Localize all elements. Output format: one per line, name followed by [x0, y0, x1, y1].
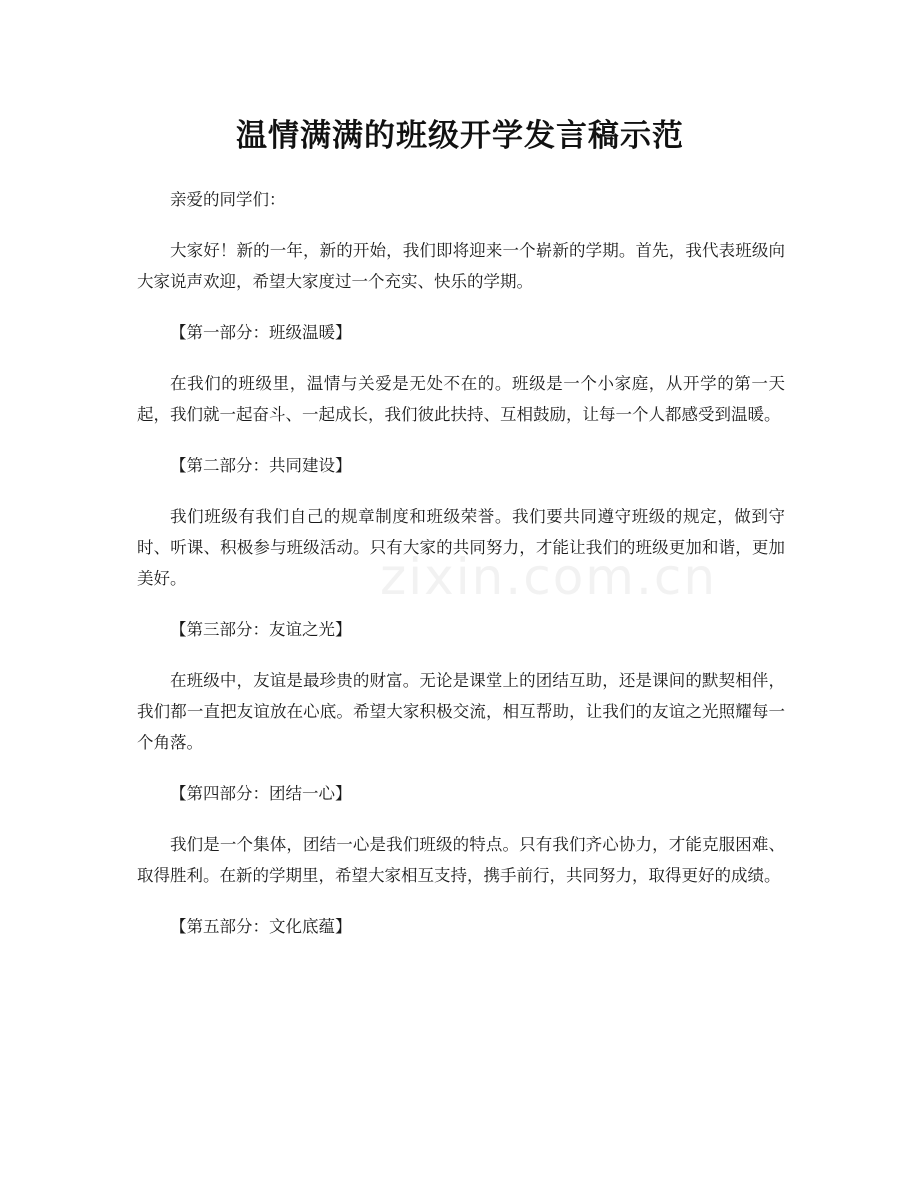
document-body [137, 184, 785, 962]
intro-paragraph: 大家好！新的一年，新的开始，我们即将迎来一个崭新的学期。首先，我代表班级向大家说声欢迎，希望大家度过一个充实、快乐的学期。 [137, 241, 785, 291]
watermark: zixin.com.cn [380, 548, 718, 606]
document-title: 温情满满的班级开学发言稿示范 [236, 118, 684, 154]
section-heading-4: 【第四部分：团结一心】 [170, 784, 352, 803]
section-body-3: 在班级中，友谊是最珍贵的财富。无论是课堂上的团结互助，还是课间的默契相伴，我们都一直把友谊放在心底。希望大家积极交流，相互帮助，让我们的友谊之光照耀每一个角落。 [137, 671, 785, 752]
section-body-1: 在我们的班级里，温情与关爱是无处不在的。班级是一个小家庭，从开学的第一天起，我们就一起奋斗、一起成长，我们彼此扶持、互相鼓励，让每一个人都感受到温暖。 [137, 374, 785, 424]
section-heading-1: 【第一部分：班级温暖】 [170, 323, 352, 342]
greeting: 亲爱的同学们： [170, 190, 286, 209]
section-body-4: 我们是一个集体，团结一心是我们班级的特点。只有我们齐心协力，才能克服困难、取得胜利。在新的学期里，希望大家相互支持，携手前行，共同努力，取得更好的成绩。 [137, 835, 785, 885]
section-heading-5: 【第五部分：文化底蕴】 [170, 917, 352, 936]
section-heading-2: 【第二部分：共同建设】 [170, 456, 352, 475]
section-body-2: 我们班级有我们自己的规章制度和班级荣誉。我们要共同遵守班级的规定，做到守时、听课、积极参与班级活动。只有大家的共同努力，才能让我们的班级更加和谐，更加美好。 [137, 507, 785, 588]
section-heading-3: 【第三部分：友谊之光】 [170, 620, 352, 639]
